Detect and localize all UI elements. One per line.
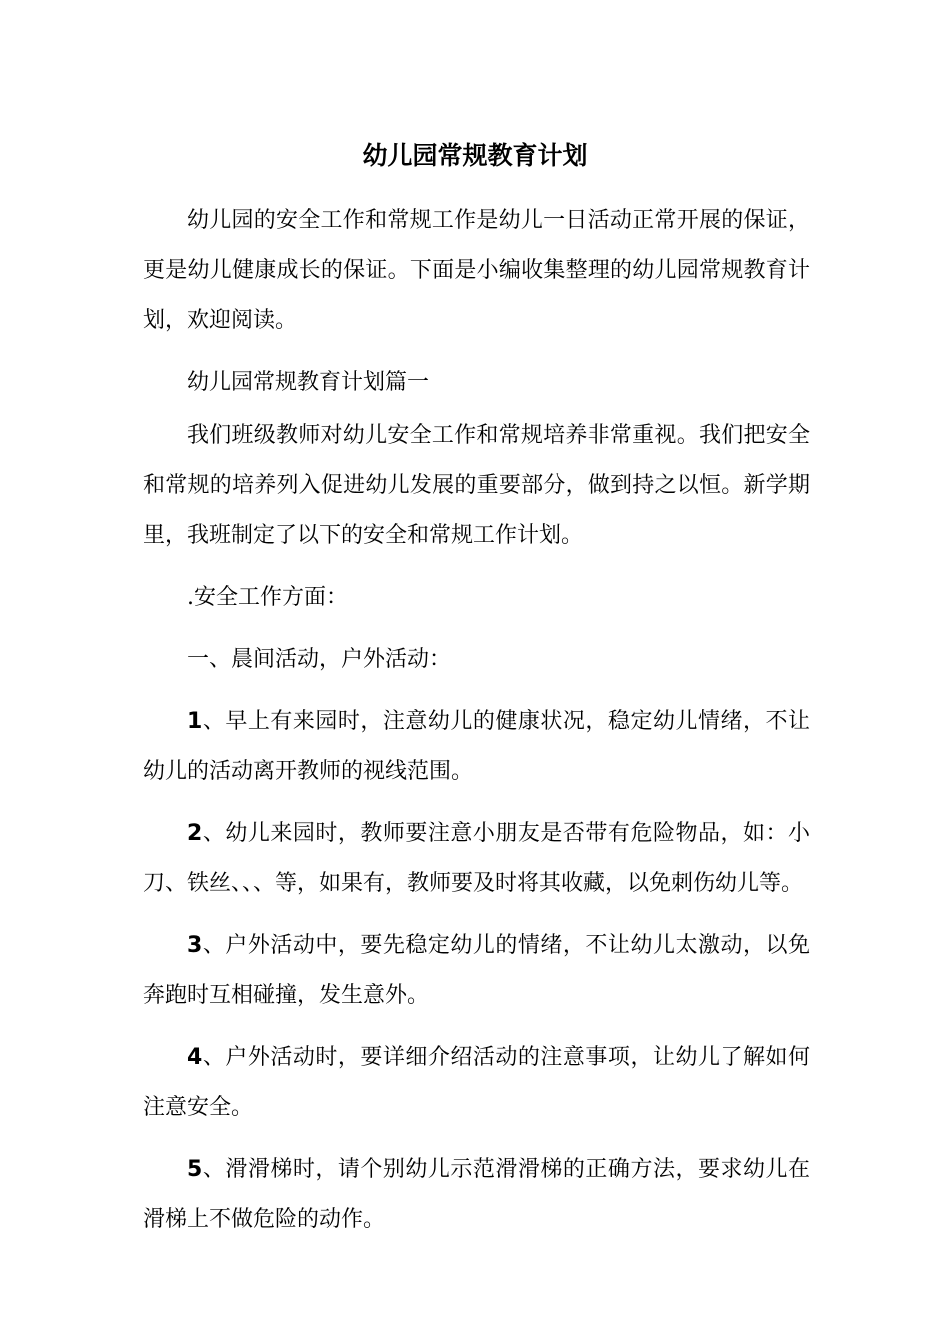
subsection-heading: [143, 573, 810, 623]
paragraph-text: 我们班级教师对幼儿安全工作和常规培养非常重视。我们把安全和常规的培养列入促进幼儿发展的重要部分，做到持之以恒。新学期里，我班制定了以下的安全和常规工作计划。: [143, 423, 810, 548]
paragraph-text: .安全工作方面：: [187, 585, 348, 610]
list-item-text: 、幼儿来园时，教师要注意小朋友是否带有危险物品，如：小刀、铁丝、、、等，如果有，教师要及时将其收藏，以免刺伤幼儿等。: [143, 821, 810, 896]
list-item-number: 2: [187, 821, 203, 846]
list-item: [143, 809, 810, 909]
intro-paragraph: [143, 196, 810, 346]
list-item-number: 4: [187, 1045, 203, 1070]
list-item-number: 1: [187, 709, 203, 734]
list-item: [143, 1145, 810, 1245]
list-item-text: 、滑滑梯时，请个别幼儿示范滑滑梯的正确方法，要求幼儿在滑梯上不做危险的动作。: [143, 1157, 810, 1232]
body-paragraph: [143, 411, 810, 561]
subsection-heading: [143, 635, 810, 685]
list-item-number: 3: [187, 933, 203, 958]
list-item-text: 、户外活动中，要先稳定幼儿的情绪，不让幼儿太激动，以免奔跑时互相碰撞，发生意外。: [143, 933, 810, 1008]
paragraph-text: 幼儿园的安全工作和常规工作是幼儿一日活动正常开展的保证，更是幼儿健康成长的保证。下面是小编收集整理的幼儿园常规教育计划，欢迎阅读。: [143, 208, 810, 333]
paragraph-text: 幼儿园常规教育计划篇一: [187, 370, 430, 395]
list-item: [143, 1033, 810, 1133]
section-heading: [143, 358, 810, 408]
document-body: [143, 196, 810, 1257]
list-item-text: 、户外活动时，要详细介绍活动的注意事项，让幼儿了解如何注意安全。: [143, 1045, 810, 1120]
document-title: 幼儿园常规教育计划: [362, 141, 588, 170]
list-item: [143, 697, 810, 797]
list-item: [143, 921, 810, 1021]
paragraph-text: 一、晨间活动，户外活动：: [187, 647, 452, 672]
list-item-text: 、早上有来园时，注意幼儿的健康状况，稳定幼儿情绪，不让幼儿的活动离开教师的视线范围。: [143, 709, 810, 784]
list-item-number: 5: [187, 1157, 203, 1182]
